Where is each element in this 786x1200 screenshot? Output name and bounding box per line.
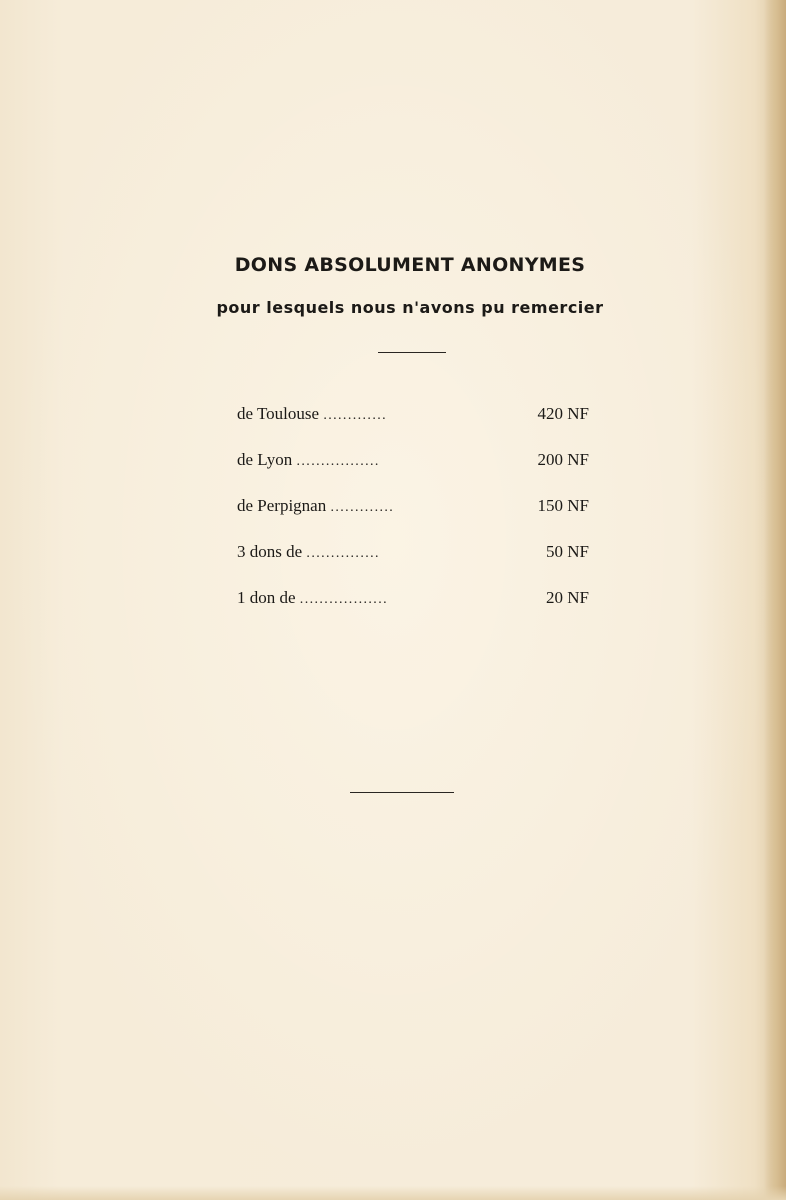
leader-dots: ...............	[306, 546, 380, 561]
donation-origin: de Lyon .................	[237, 450, 380, 469]
donation-origin: 1 don de ..................	[237, 588, 388, 607]
donation-amount: 150 NF	[537, 496, 589, 515]
page-title: DONS ABSOLUMENT ANONYMES	[234, 254, 586, 276]
list-item	[237, 450, 597, 496]
donation-amount: 50 NF	[546, 542, 589, 561]
donation-amount: 20 NF	[546, 588, 589, 607]
list-item	[237, 588, 597, 634]
donation-origin: de Toulouse .............	[237, 404, 388, 423]
divider-top	[378, 352, 446, 353]
list-item	[237, 542, 597, 588]
donation-list	[237, 404, 597, 634]
leader-dots: .............	[330, 500, 395, 515]
page-bottom-edge	[0, 1186, 786, 1200]
list-item	[237, 496, 597, 542]
donation-amount: 420 NF	[537, 404, 589, 423]
donation-origin: de Perpignan .............	[237, 496, 395, 515]
leader-dots: .................	[296, 454, 380, 469]
page-spine-shadow	[764, 0, 786, 1200]
donation-origin: 3 dons de ...............	[237, 542, 380, 561]
page-subtitle: pour lesquels nous n'avons pu remercier	[216, 298, 604, 317]
donation-amount: 200 NF	[537, 450, 589, 469]
leader-dots: .............	[323, 408, 388, 423]
list-item	[237, 404, 597, 450]
divider-bottom	[350, 792, 454, 793]
leader-dots: ..................	[299, 592, 388, 607]
